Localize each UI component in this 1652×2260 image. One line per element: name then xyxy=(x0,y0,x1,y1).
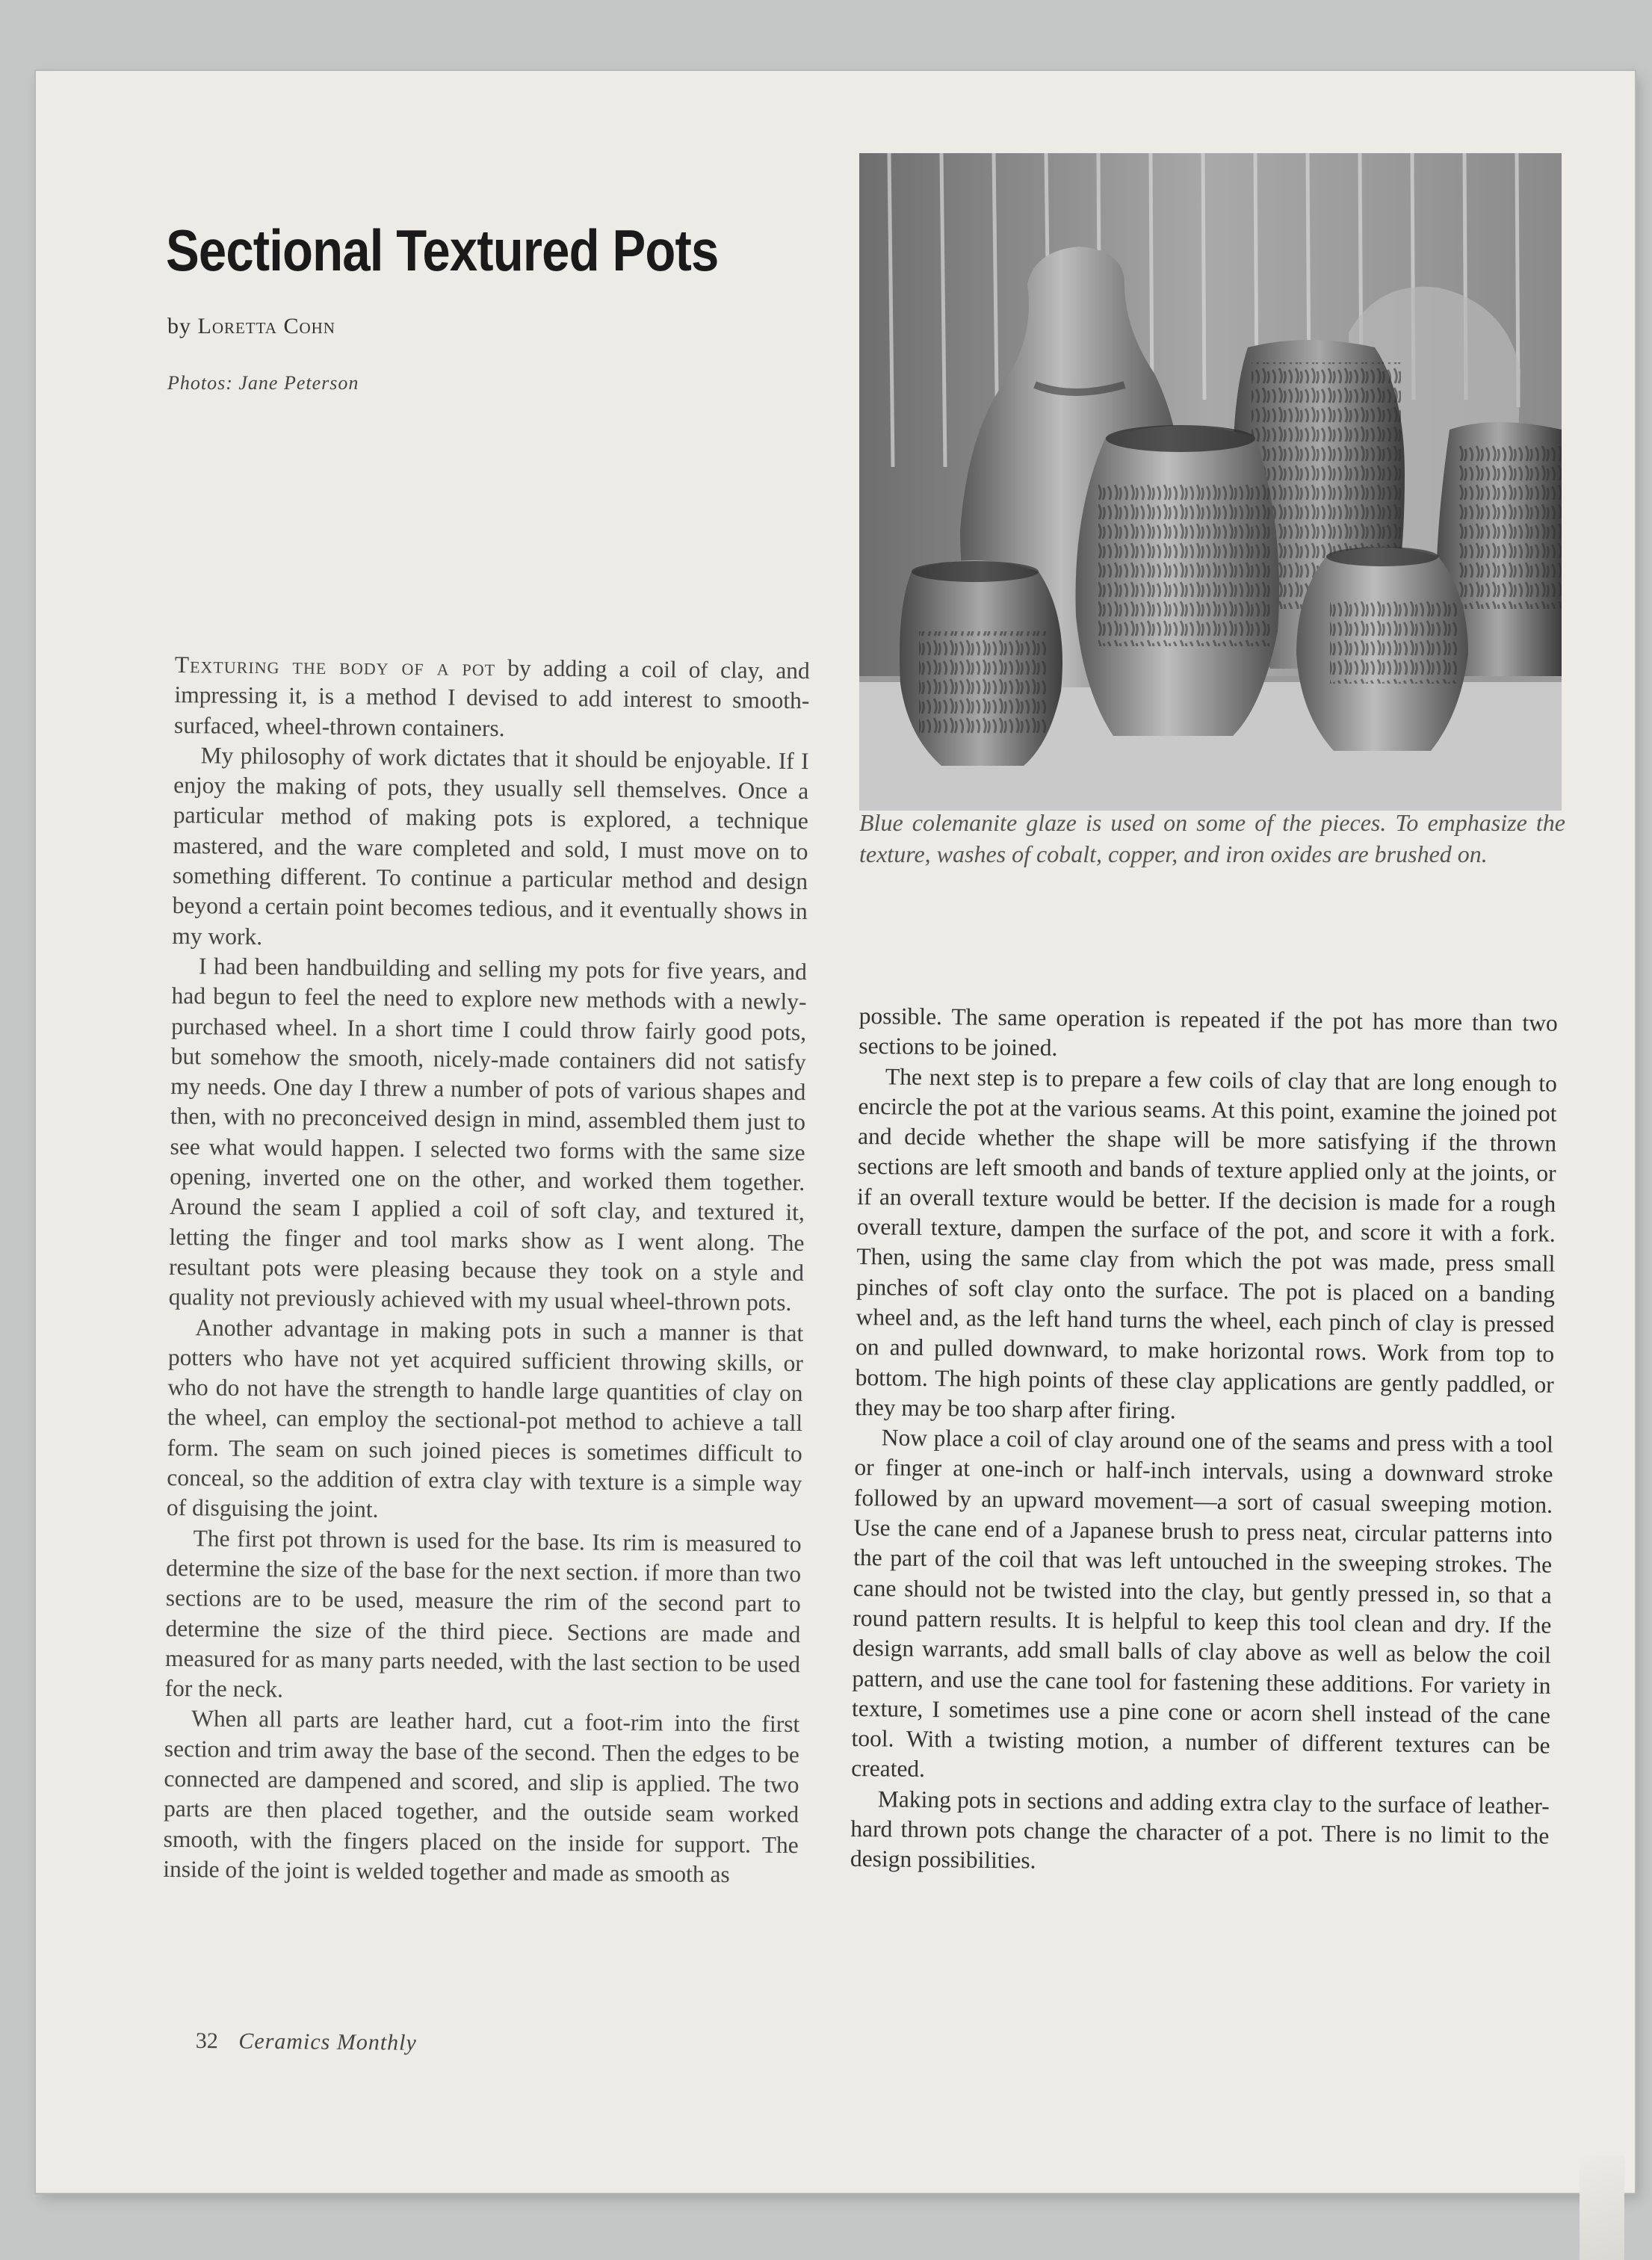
page-number: 32 xyxy=(195,2028,218,2054)
photo-caption: Blue colemanite glaze is used on some of the pieces. To emphasize the texture, washes of cobalt, copper, and iron oxides are brushed on. xyxy=(859,809,1565,867)
paragraph-text: by adding a coil of clay, and impressing it, is a method I devised to add interest to smooth-surfaced, wheel-thrown containers. xyxy=(173,654,810,741)
article-title: Sectional Textured Pots xyxy=(166,217,719,283)
author-name: Loretta Cohn xyxy=(197,314,335,338)
byline xyxy=(167,314,335,339)
paragraph xyxy=(174,650,810,746)
paragraph: Making pots in sections and adding extra clay to the surface of leather-hard thrown pots change the character of a pot. There is no limit to the design possibilities. xyxy=(850,1786,1550,1874)
paragraph: I had been handbuilding and selling my pots for five years, and had begun to feel the need to explore new methods with a newly-purchased wheel. In a short time I could throw fairly good pots, but somehow the smooth, nicely-made containers did not satisfy my needs. One day I threw a number of pots of various shapes and then, with no preconceived design in mind, assembled them just to see what would happen. I selected two forms with the same size opening, inverted one on the other, and worked them together. Around the seam I applied a coil of soft clay, and textured it, letting the finger and tool marks show as I went along. The resultant pots were pleasing because they took on a style and quality not previously achieved with my usual wheel-thrown pots. xyxy=(168,953,808,1316)
paragraph: My philosophy of work dictates that it should be enjoyable. If I enjoy the making of pots, they usually sell themselves. Once a particular method of making pots is explored, a technique mastered, and the ware completed and sold, I must move on to something different. To continue a particular method and design beyond a certain point becomes tedious, and it eventually shows in my work. xyxy=(172,742,809,950)
byline-prefix: by xyxy=(167,314,191,338)
page-curl xyxy=(1580,2155,1624,2260)
pottery-photo xyxy=(859,153,1562,811)
lead-in: Texturing the body of a pot xyxy=(174,651,496,681)
paragraph: When all parts are leather hard, cut a foot-rim into the first section and trim away the base of the second. Then the edges to be connected are dampened and scored, and slip is applied. The two parts are then placed together, and the outside seam worked smooth, with the fingers placed on the inside for support. The inside of the joint is welded together and made as smooth as xyxy=(163,1705,800,1888)
paragraph: possible. The same operation is repeated if the pot has more than two sections to be joined. xyxy=(859,1002,1558,1062)
article-column-left xyxy=(163,650,810,1890)
paragraph: Now place a coil of clay around one of the seams and press with a tool or finger at one-inch or half-inch intervals, using a downward stroke followed by an upward movement—a sort of casual sweeping motion. Use the cane end of a Japanese brush to press neat, circular patterns into the part of the coil that was left untouched in the sweeping strokes. The cane should not be twisted into the clay, but gently pressed in, so that a round pattern results. It is helpful to keep this tool clean and dry. If the design warrants, add small balls of clay above as well as below the coil pattern, and use the cane tool for fastening these additions. For variety in texture, I sometimes use a pine cone or acorn shell instead of the cane tool. With a twisting motion, a number of different textures can be created. xyxy=(851,1424,1554,1783)
magazine-name: Ceramics Monthly xyxy=(238,2028,417,2055)
paragraph: The first pot thrown is used for the base. Its rim is measured to determine the size of the base for the next section. if more than two sections are to be used, measure the rim of the second part to determine the size of the third piece. Sections are made and measured for as many parts needed, with the last section to be used for the neck. xyxy=(164,1524,802,1703)
page-footer xyxy=(196,2028,417,2056)
photo-credit: Photos: Jane Peterson xyxy=(167,372,359,394)
article-column-right xyxy=(850,1001,1558,1881)
pottery-illustration xyxy=(859,153,1562,811)
paragraph: The next step is to prepare a few coils of clay that are long enough to encircle the pot at the various seams. At this point, examine the joined pot and decide whether the shape will be more satisfying if the thrown sections are left smooth and bands of texture applied only at the joints, or if an overall texture would be better. If the decision is made for a rough overall texture, dampen the surface of the pot, and score it with a fork. Then, using the same clay from which the pot was made, press small pinches of soft clay onto the surface. The pot is placed on a banding wheel and, as the left hand turns the wheel, each pinch of clay is pressed on and pulled downward, to make horizontal rows. Work from top to bottom. The high points of these clay applications are gently paddled, or they may be too sharp after firing. xyxy=(855,1062,1558,1424)
paragraph: Another advantage in making pots in such a manner is that potters who have not yet acquired sufficient throwing skills, or who do not have the strength to handle large quantities of clay on the wheel, can employ the sectional-pot method to achieve a tall form. The seam on such joined pieces is sometimes difficult to conceal, so the addition of extra clay with texture is a simple way of disguising the joint. xyxy=(166,1313,804,1523)
